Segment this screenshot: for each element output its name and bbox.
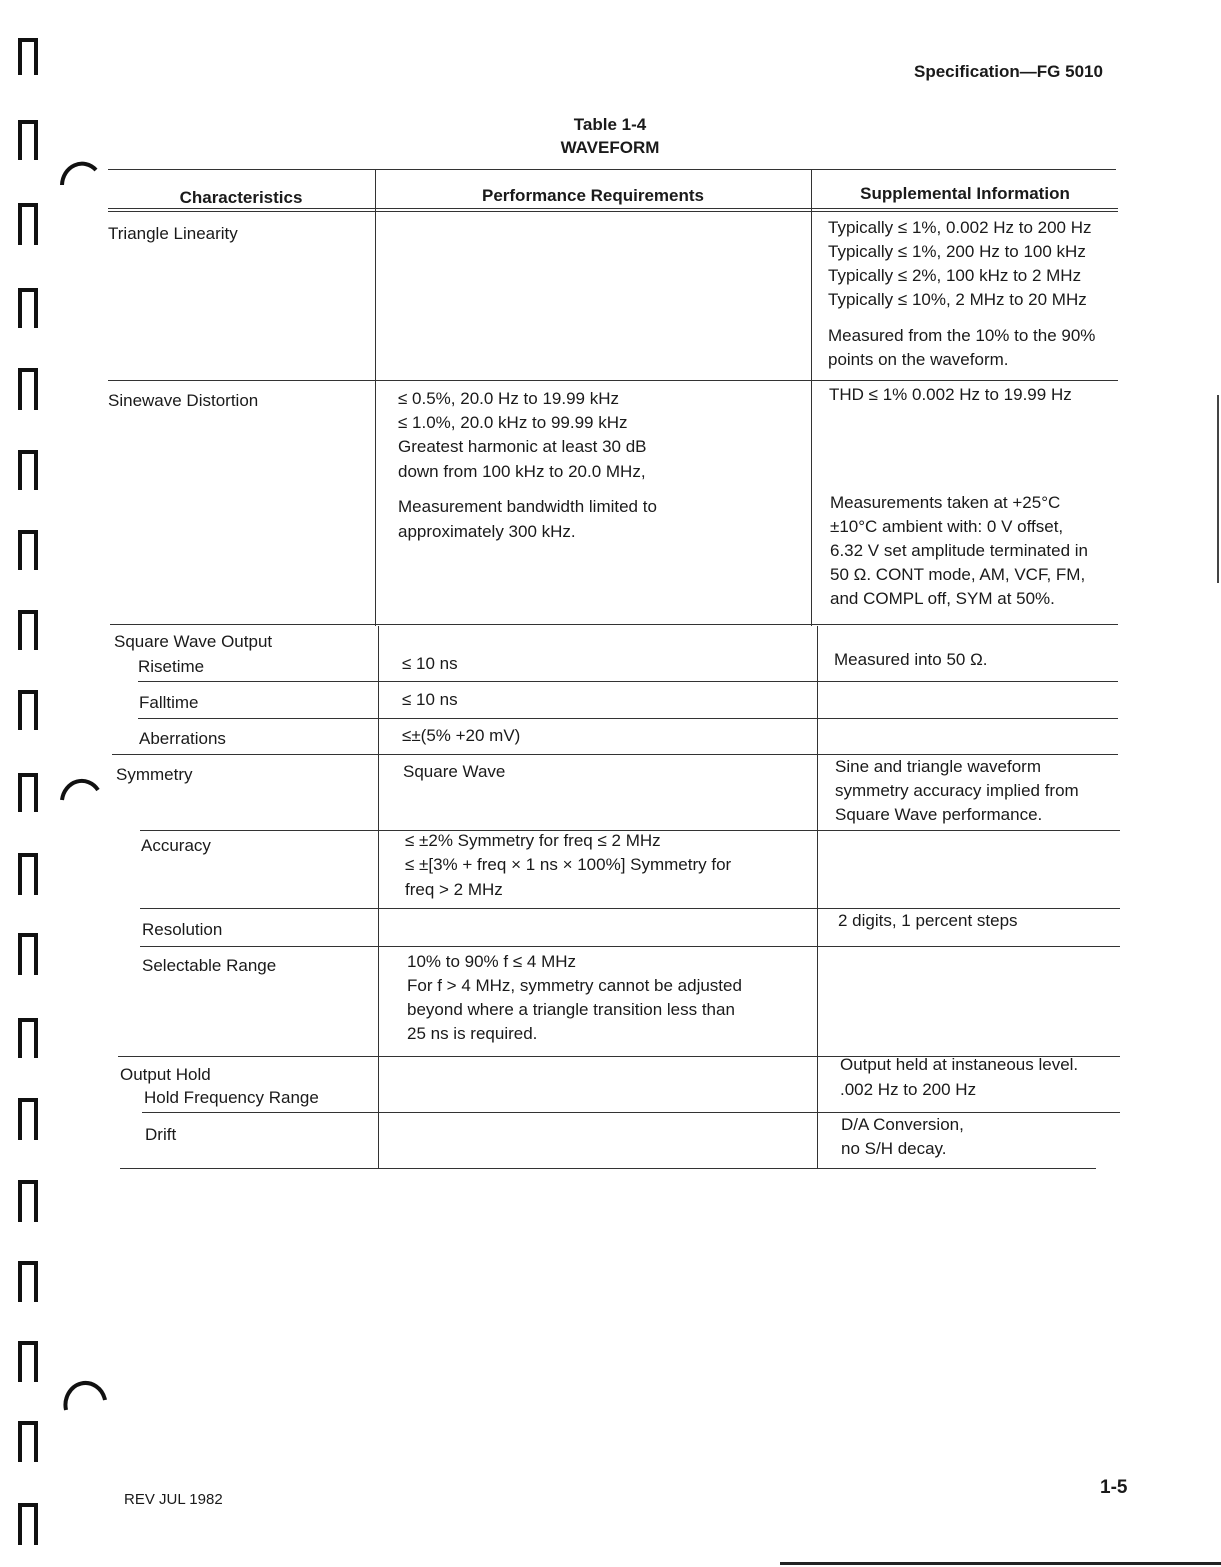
supp-triangle-line: Typically ≤ 1%, 0.002 Hz to 200 Hz xyxy=(828,218,1092,237)
page-number: 1-5 xyxy=(1100,1477,1128,1498)
supp-triangle-note: points on the waveform. xyxy=(828,350,1009,369)
supp-symmetry: symmetry accuracy implied from xyxy=(835,781,1079,800)
char-symmetry: Symmetry xyxy=(116,765,193,784)
row-rule xyxy=(142,1112,1120,1113)
page-edge-rule xyxy=(780,1562,1221,1565)
char-output-hold: Output Hold xyxy=(120,1065,211,1084)
supp-sinewave-note: ±10°C ambient with: 0 V offset, xyxy=(830,517,1064,536)
char-square-wave-output: Square Wave Output xyxy=(114,632,273,651)
perf-sinewave-line: Greatest harmonic at least 30 dB xyxy=(398,437,647,456)
row-rule xyxy=(110,624,1118,625)
char-risetime: Risetime xyxy=(138,657,205,676)
perf-symmetry: Square Wave xyxy=(403,762,506,781)
supp-symmetry: Square Wave performance. xyxy=(835,805,1043,824)
perf-selectable-range-line: beyond where a triangle transition less than xyxy=(407,1000,735,1019)
supp-drift: no S/H decay. xyxy=(841,1139,947,1158)
col-header-performance: Performance Requirements xyxy=(481,186,705,205)
row-rule xyxy=(138,681,1118,682)
perf-accuracy-line: ≤ ±2% Symmetry for freq ≤ 2 MHz xyxy=(405,831,661,850)
row-rule xyxy=(140,946,1120,947)
perf-selectable-range-line: 25 ns is required. xyxy=(407,1024,538,1043)
char-selectable-range: Selectable Range xyxy=(142,956,277,975)
supp-drift: D/A Conversion, xyxy=(841,1115,964,1134)
perf-sinewave-note: Measurement bandwidth limited to xyxy=(398,497,657,516)
supp-resolution: 2 digits, 1 percent steps xyxy=(838,911,1018,930)
header-rule xyxy=(108,208,1118,209)
perf-aberrations: ≤±(5% +20 mV) xyxy=(402,726,521,745)
perf-falltime: ≤ 10 ns xyxy=(402,690,458,709)
spec-header: Specification—FG 5010 xyxy=(914,62,1103,81)
char-drift: Drift xyxy=(145,1125,177,1144)
perf-selectable-range-line: For f > 4 MHz, symmetry cannot be adjusted xyxy=(407,976,742,995)
page-edge-mark xyxy=(1217,395,1219,583)
col-divider xyxy=(811,170,812,626)
row-rule xyxy=(108,380,1118,381)
header-rule-double xyxy=(108,211,1118,212)
table-top-rule xyxy=(108,169,1116,170)
char-resolution: Resolution xyxy=(142,920,223,939)
supp-triangle-note: Measured from the 10% to the 90% xyxy=(828,326,1096,345)
supp-triangle-line: Typically ≤ 10%, 2 MHz to 20 MHz xyxy=(828,290,1087,309)
table-title: WAVEFORM xyxy=(560,138,660,157)
supp-output-hold: Output held at instaneous level. xyxy=(840,1055,1079,1074)
perf-sinewave-note: approximately 300 kHz. xyxy=(398,522,576,541)
col-divider xyxy=(378,626,379,1168)
row-rule xyxy=(138,718,1118,719)
supp-output-hold: .002 Hz to 200 Hz xyxy=(840,1080,977,1099)
supp-symmetry: Sine and triangle waveform xyxy=(835,757,1042,776)
supp-sinewave-thd: THD ≤ 1% 0.002 Hz to 19.99 Hz xyxy=(829,385,1072,404)
col-header-supplemental: Supplemental Information xyxy=(860,184,1070,203)
char-sinewave-distortion: Sinewave Distortion xyxy=(108,391,259,410)
supp-sinewave-note: and COMPL off, SYM at 50%. xyxy=(830,589,1055,608)
col-header-characteristics: Characteristics xyxy=(179,188,303,207)
supp-triangle-line: Typically ≤ 1%, 200 Hz to 100 kHz xyxy=(828,242,1086,261)
supp-sinewave-note: Measurements taken at +25°C xyxy=(830,493,1061,512)
char-hold-frequency-range: Hold Frequency Range xyxy=(144,1088,319,1107)
perf-sinewave-line: ≤ 0.5%, 20.0 Hz to 19.99 kHz xyxy=(398,389,619,408)
supp-risetime: Measured into 50 Ω. xyxy=(834,650,988,669)
perf-accuracy-line: freq > 2 MHz xyxy=(405,880,503,899)
char-triangle-linearity: Triangle Linearity xyxy=(108,224,238,243)
supp-sinewave-note: 50 Ω. CONT mode, AM, VCF, FM, xyxy=(830,565,1086,584)
perf-risetime: ≤ 10 ns xyxy=(402,654,458,673)
binder-holes xyxy=(0,0,110,1567)
supp-sinewave-note: 6.32 V set amplitude terminated in xyxy=(830,541,1088,560)
perf-accuracy-line: ≤ ±[3% + freq × 1 ns × 100%] Symmetry for xyxy=(405,855,732,874)
supp-triangle-line: Typically ≤ 2%, 100 kHz to 2 MHz xyxy=(828,266,1082,285)
col-divider xyxy=(375,170,376,626)
perf-sinewave-line: ≤ 1.0%, 20.0 kHz to 99.99 kHz xyxy=(398,413,628,432)
char-aberrations: Aberrations xyxy=(139,729,226,748)
table-number: Table 1-4 xyxy=(573,115,647,134)
col-divider xyxy=(817,626,818,1168)
revision-date: REV JUL 1982 xyxy=(124,1491,223,1508)
char-accuracy: Accuracy xyxy=(141,836,211,855)
char-falltime: Falltime xyxy=(139,693,199,712)
perf-selectable-range-line: 10% to 90% f ≤ 4 MHz xyxy=(407,952,577,971)
perf-sinewave-line: down from 100 kHz to 20.0 MHz, xyxy=(398,462,646,481)
table-bottom-rule xyxy=(120,1168,1096,1169)
